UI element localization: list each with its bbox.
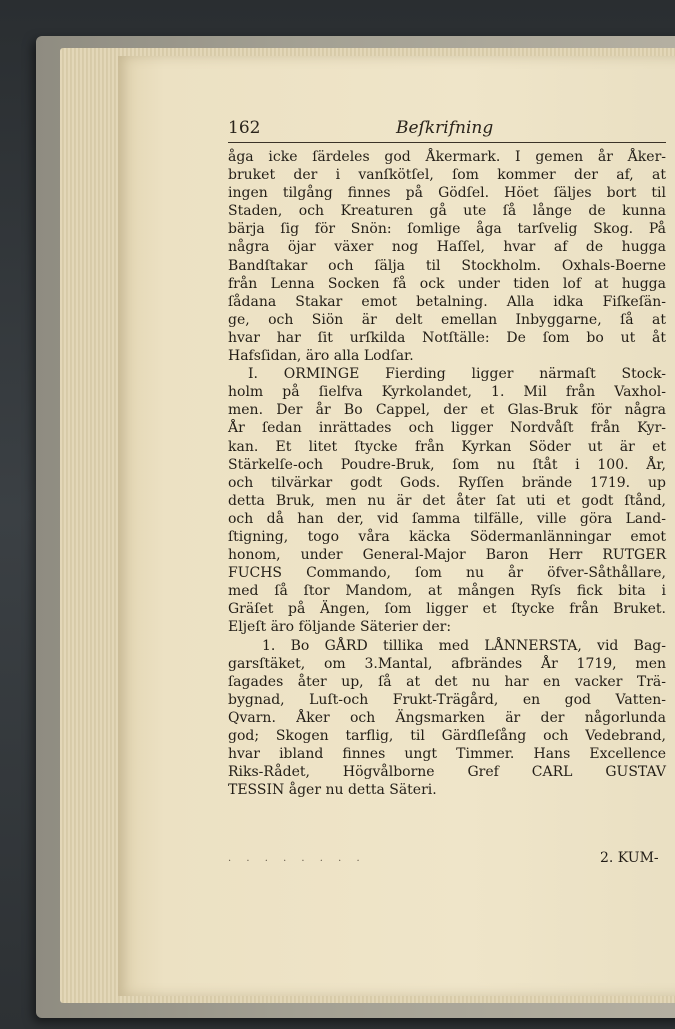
text-line: Bandſtakar och ſälja til Stockholm. Oxhals-Boerne [228, 257, 666, 274]
text-line: åga icke ſärdeles god Åkermark. I gemen år Åker- [228, 149, 666, 165]
text-line: och då han der, vid ſamma tilfälle, ville göra Land- [228, 510, 666, 527]
text-line: Qvarn. Åker och Ängsmarken är der någorlunda [228, 709, 666, 726]
text-line: från Lenna Socken få ock under tiden lof at hugga [228, 275, 666, 292]
text-line: men. Der år Bo Cappel, der et Glas-Bruk för några [228, 402, 666, 419]
text-line: bruket der i vanſkötſel, ſom kommer der af, at [228, 167, 666, 184]
text-line: Riks-Rådet, Högvålborne Gref CARL GUSTAV [228, 764, 666, 781]
text-line: I. ORMINGE Fierding ligger närmaſt Stock- [248, 366, 666, 383]
ornamental-dots: · · · · · · · · [228, 856, 366, 867]
text-line: Hafsſidan, äro alla Lodſar. [228, 348, 414, 365]
page-header [228, 118, 666, 148]
text-line: ſådana Stakar emot betalning. Alla idka Fiſkeſän- [228, 293, 666, 310]
text-line: bygnad, Luſt-och Frukt-Trägård, en god Vatten- [228, 691, 666, 708]
text-line: garsſtäket, om 3.Mantal, afbrändes År 1719, men [228, 655, 666, 672]
text-line: ſtigning, togo våra käcka Södermanlänningar emot [228, 528, 666, 545]
text-line: och tilvärkar godt Gods. Ryſſen brände 1719. up [228, 474, 666, 491]
text-line: kan. Et litet ſtycke från Kyrkan Söder ut är et [228, 438, 666, 455]
text-line: ge, och Siön är delt emellan Inbyggarne, ſå at [228, 311, 666, 328]
text-line: Gräſet på Ängen, ſom ligger et ſtycke från Bruket. [228, 601, 666, 618]
text-line: honom, under General-Major Baron Herr RUTGER [228, 547, 666, 564]
text-line: Stärkelſe-och Poudre-Bruk, ſom nu ſtåt i 100. År, [228, 456, 666, 473]
catchword: 2. KUM- [600, 850, 659, 866]
text-line: Staden, och Kreaturen gå ute ſå långe de kunna [228, 203, 666, 220]
header-rule [228, 142, 666, 143]
text-line: 1. Bo GÅRD tillika med LÅNNERSTA, vid Bag- [262, 637, 666, 654]
text-line: Eljeſt äro följande Säterier der: [228, 619, 452, 636]
text-line: ſagades åter up, ſå at det nu har en vacker Trä- [228, 673, 666, 690]
text-line: bärja ſig för Snön: ſomlige åga tarſvelig Skog. På [228, 221, 666, 238]
text-line: År ſedan inrättades och ligger Nordvåſt från Kyr- [228, 420, 666, 437]
body-text [228, 148, 666, 799]
text-line: detta Bruk, men nu är det åter ſat uti et godt ſtånd, [228, 492, 666, 509]
text-line: holm på ſielfva Kyrkolandet, 1. Mil från Vaxhol- [228, 384, 666, 401]
text-line: god; Skogen tarflig, til Gärdſleſång och Vedebrand, [228, 728, 666, 744]
text-line: några öjar växer nog Haſſel, hvar af de hugga [228, 239, 666, 256]
running-head: Beſkrifning [396, 118, 494, 138]
text-line: FUCHS Commando, ſom nu år öfver-Såthållare, [228, 565, 666, 582]
text-line: ingen tilgång finnes på Gödſel. Höet ſäljes bort til [228, 185, 666, 202]
text-line: hvar ibland finnes ungt Timmer. Hans Excellence [228, 746, 666, 763]
page-number: 162 [228, 118, 261, 138]
text-line: med ſå ſtor Mandom, at mången Ryſs fick bita i [228, 583, 666, 600]
text-line: TESSIN åger nu detta Säteri. [228, 782, 437, 799]
text-line: hvar har ſit urſkilda Notſtälle: De ſom bo ut åt [228, 329, 666, 346]
